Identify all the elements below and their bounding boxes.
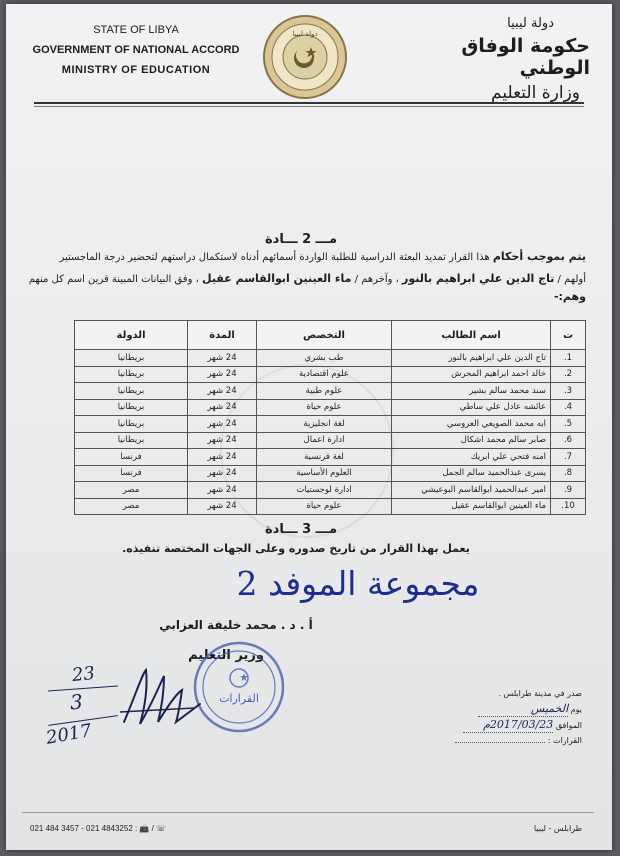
- handwritten-day: 23: [70, 662, 96, 687]
- col-header-specialization: التخصص: [257, 321, 392, 350]
- student-name: سند محمد سالم بشير: [392, 383, 551, 400]
- table-row: [75, 482, 586, 499]
- row-number: 9.: [551, 482, 586, 499]
- country: فرنسا: [75, 449, 188, 466]
- student-name: يسرى عبدالحميد سالم الجمل: [392, 465, 551, 482]
- table-row: [75, 383, 586, 400]
- table-row: [75, 416, 586, 433]
- col-header-duration: المدة: [188, 321, 257, 350]
- signatory-name: أ . د . محمد خليفة العزابي: [159, 618, 313, 632]
- ar-state-name: دولة ليبيا: [507, 16, 554, 31]
- col-header-number: ت: [551, 321, 586, 350]
- handwritten-date-line: [48, 686, 118, 692]
- row-number: 7.: [551, 449, 586, 466]
- issued-date-value: 2017/03/23م: [463, 717, 553, 733]
- duration: 24 شهر: [188, 366, 257, 383]
- duration: 24 شهر: [188, 465, 257, 482]
- header-rule-thin: [34, 106, 584, 107]
- student-name: امنه فتحي علي ابريك: [392, 449, 551, 466]
- duration: 24 شهر: [188, 383, 257, 400]
- article-2-line-3: [26, 286, 586, 309]
- stamp-label: القرارات: [219, 692, 259, 705]
- duration: 24 شهر: [188, 350, 257, 367]
- arabic-letterhead: [390, 16, 590, 107]
- table-row: [75, 366, 586, 383]
- table-header-row: [75, 321, 586, 350]
- specialization: علوم اقتصادية: [257, 366, 392, 383]
- article-2-they-are: وهم:-: [553, 290, 586, 303]
- specialization: علوم طبية: [257, 383, 392, 400]
- footer-rule: [22, 812, 594, 813]
- specialization: علوم حياة: [257, 399, 392, 416]
- issued-date-label: الموافق: [555, 721, 582, 730]
- row-number: 8.: [551, 465, 586, 482]
- row-number: 2.: [551, 366, 586, 383]
- country: بريطانيا: [75, 432, 188, 449]
- article-2-last-name: ماء العينين ابوالقاسم عقيل: [202, 272, 352, 285]
- col-header-student-name: اسم الطالب: [392, 321, 551, 350]
- signatory-title: وزير التعليم: [188, 648, 264, 663]
- student-name: ماء العينين ابوالقاسم عقيل: [392, 498, 551, 515]
- handwritten-year: 2017: [44, 720, 94, 749]
- student-name: امير عبدالحميد ابوالقاسم البوعيشي: [392, 482, 551, 499]
- row-number: 4.: [551, 399, 586, 416]
- row-number: 6.: [551, 432, 586, 449]
- country: مصر: [75, 498, 188, 515]
- ministry-stamp-icon: [192, 640, 286, 734]
- issued-city: صدر في مدينة طرابلس .: [498, 689, 582, 698]
- state-emblem-icon: [262, 14, 348, 100]
- country: بريطانيا: [75, 350, 188, 367]
- en-state-name: STATE OF LIBYA: [93, 24, 179, 36]
- col-header-country: الدولة: [75, 321, 188, 350]
- document-page: [6, 4, 612, 850]
- table-row: [75, 350, 586, 367]
- issued-decisions-line: [422, 733, 582, 748]
- country: بريطانيا: [75, 416, 188, 433]
- student-name: خالد احمد ابراهيم المحرش: [392, 366, 551, 383]
- emblem-label: دولة ليبيا: [292, 30, 318, 38]
- ar-government-name: حكومة الوفاق الوطني: [461, 35, 590, 79]
- specialization: طب بشري: [257, 350, 392, 367]
- specialization: ادارة لوجستيات: [257, 482, 392, 499]
- issued-decisions-label: القرارات :: [547, 736, 582, 745]
- en-ministry-name: MINISTRY OF EDUCATION: [61, 64, 211, 76]
- duration: 24 شهر: [188, 432, 257, 449]
- article-2-first-name: تاج الدين علي ابراهيم بالنور: [402, 272, 555, 285]
- duration: 24 شهر: [188, 449, 257, 466]
- duration: 24 شهر: [188, 482, 257, 499]
- issued-day-label: يوم: [570, 705, 582, 714]
- duration: 24 شهر: [188, 498, 257, 515]
- article-3-title: مـــ 3 ـــادة: [264, 522, 338, 537]
- specialization: لغة انجليزية: [257, 416, 392, 433]
- table-row: [75, 465, 586, 482]
- issued-date-line: [422, 717, 582, 733]
- article-2-lead: يتم بموجب أحكام: [492, 250, 586, 263]
- row-number: 3.: [551, 383, 586, 400]
- country: مصر: [75, 482, 188, 499]
- english-letterhead: [26, 24, 246, 84]
- specialization: لغة فرنسية: [257, 449, 392, 466]
- issued-day-value: الخميس: [478, 701, 568, 717]
- country: بريطانيا: [75, 399, 188, 416]
- ar-ministry-name: وزارة التعليم: [491, 83, 580, 103]
- en-government-name: GOVERNMENT OF NATIONAL ACCORD: [32, 44, 240, 56]
- article-2-last-label: ، وآخرهم /: [354, 274, 399, 285]
- duration: 24 شهر: [188, 416, 257, 433]
- table-row: [75, 498, 586, 515]
- student-name: صابر سالم محمد اشكال: [392, 432, 551, 449]
- row-number: 10.: [551, 498, 586, 515]
- specialization: العلوم الأساسية: [257, 465, 392, 482]
- footer-phones: 021 484 3457 - 021 4843252 : 📠 / ☏: [30, 824, 167, 833]
- table-row: [75, 432, 586, 449]
- article-2-title: مـــ 2 ـــادة: [264, 232, 338, 247]
- duration: 24 شهر: [188, 399, 257, 416]
- article-2-line-1: [26, 246, 586, 269]
- country: فرنسا: [75, 465, 188, 482]
- student-name: ابه محمد الصويعي العروسي: [392, 416, 551, 433]
- handwritten-date: [42, 664, 132, 764]
- row-number: 5.: [551, 416, 586, 433]
- footer-location: طرابلس - ليبيا: [533, 824, 582, 833]
- specialization: ادارة اعمال: [257, 432, 392, 449]
- group-watermark-text: مجموعة الموفد 2: [236, 564, 480, 603]
- issued-day-line: [422, 701, 582, 717]
- table-row: [75, 449, 586, 466]
- header-rule: [34, 102, 584, 104]
- article-2-line-2-tail: ، وفق البيانات المبينة قرين اسم كل منهم: [28, 274, 199, 285]
- article-2-first-label: أولهم /: [557, 274, 586, 285]
- student-name: تاج الدين علي ابراهيم بالنور: [392, 350, 551, 367]
- issuance-block: [422, 686, 582, 748]
- specialization: علوم حياة: [257, 498, 392, 515]
- students-table: [74, 320, 586, 515]
- student-name: عائشه عادل علي ساطي: [392, 399, 551, 416]
- article-2-line-1-text: هذا القرار تمديد البعثة الدراسية للطلبة الواردة أسمائهم أدناه لاستكمال دراستهم لتحضير درجة الماجستير: [59, 252, 490, 263]
- handwritten-month: 3: [69, 689, 84, 715]
- issued-decisions-value: [455, 742, 545, 743]
- country: بريطانيا: [75, 366, 188, 383]
- table-row: [75, 399, 586, 416]
- country: بريطانيا: [75, 383, 188, 400]
- row-number: 1.: [551, 350, 586, 367]
- article-3-body: يعمل بهذا القرار من تاريخ صدوره وعلى الجهات المختصة تنفيذه.: [122, 542, 470, 555]
